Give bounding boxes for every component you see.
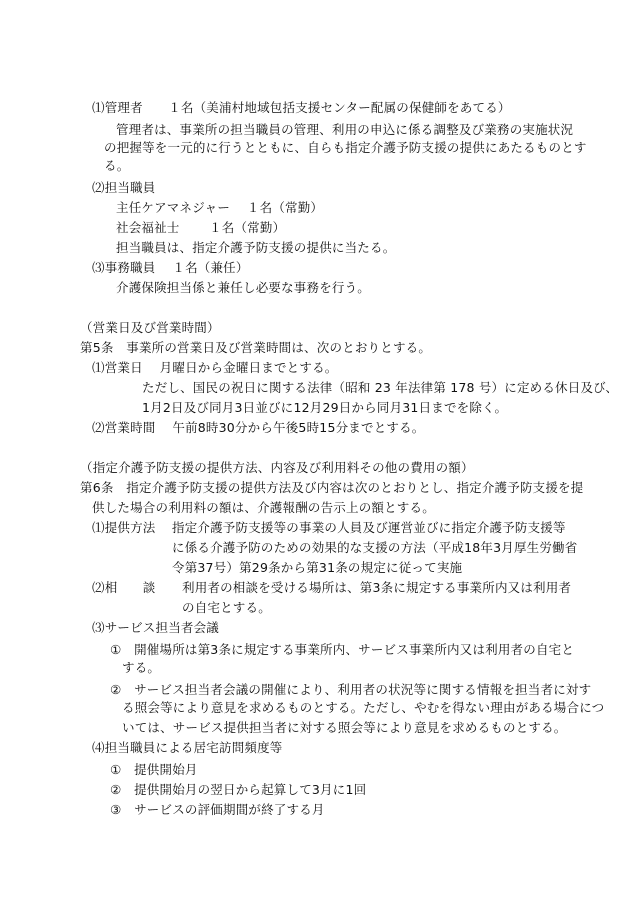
business-days-note-1: ただし、国民の祝日に関する法律（昭和 23 年法律第 178 号）に定める休日及び、 [142, 380, 619, 395]
meeting-item-2b: る照会等により意見を求めるものとする。ただし、やむを得ない理由がある場合につ [122, 700, 605, 715]
visit-heading: ⑷担当職員による居宅訪問頻度等 [92, 740, 283, 755]
meeting-item-2a: ② サービス担当者会議の開催により、利用者の状況等に関する情報を担当者に対す [110, 682, 592, 697]
method-line-1: 指定介護予防支援等の事業の人員及び運営並びに指定介護予防支援等 [172, 520, 566, 535]
visit-item-3: ③ サービスの評価期間が終了する月 [110, 802, 325, 817]
manager-desc-line3: る。 [104, 158, 130, 173]
article5-title: 第5条 事業所の営業日及び営業時間は、次のとおりとする。 [80, 340, 432, 355]
manager-desc-line2: の把握等を一元的に行うとともに、自らも指定介護予防支援の提供にあたるものとす [104, 140, 587, 155]
social-worker-line: 社会福祉士 １名（常勤） [116, 220, 286, 235]
clerk-heading: ⑶事務職員 １名（兼任） [92, 260, 249, 275]
meeting-heading: ⑶サービス担当者会議 [92, 620, 220, 635]
care-manager-line: 主任ケアマネジャー １名（常勤） [116, 200, 324, 215]
consult-label: ⑵相 談 [92, 580, 156, 595]
staff-desc: 担当職員は、指定介護予防支援の提供に当たる。 [116, 240, 396, 255]
method-line-2: に係る介護予防のための効果的な支援の方法（平成18年3月厚生労働省 [172, 540, 578, 555]
method-line-3: 令第37号）第29条から第31条の規定に従って実施 [172, 560, 463, 575]
staff-heading: ⑵担当職員 [92, 180, 156, 195]
method-label: ⑴提供方法 [92, 520, 156, 535]
meeting-item-1b: する。 [122, 660, 161, 675]
business-days-note-2: 1月2日及び同月3日並びに12月29日から同月31日までを除く。 [142, 400, 508, 415]
article6-title-2: 供した場合の利用料の額は、介護報酬の告示上の額とする。 [92, 500, 435, 515]
business-hours: ⑵営業時間 午前8時30分から午後5時15分までとする。 [92, 420, 425, 435]
meeting-item-1a: ① 開催場所は第3条に規定する事業所内、サービス事業所内又は利用者の自宅と [110, 642, 575, 657]
visit-item-2: ② 提供開始月の翌日から起算して3月に1回 [110, 782, 367, 797]
article6-title-1: 第6条 指定介護予防支援の提供方法及び内容は次のとおりとし、指定介護予防支援を提 [80, 480, 584, 495]
meeting-item-2c: いては、サービス提供担当者に対する照会等により意見を求めるものとする。 [122, 720, 567, 735]
visit-item-1: ① 提供開始月 [110, 762, 198, 777]
article6-caption: （指定介護予防支援の提供方法、内容及び利用料その他の費用の額） [80, 460, 474, 475]
clerk-desc: 介護保険担当係と兼任し必要な事務を行う。 [116, 280, 371, 295]
article5-caption: （営業日及び営業時間） [80, 320, 220, 335]
consult-line-2: の自宅とする。 [182, 600, 271, 615]
consult-line-1: 利用者の相談を受ける場所は、第3条に規定する事業所内又は利用者 [182, 580, 572, 595]
business-days: ⑴営業日 月曜日から金曜日までとする。 [92, 360, 338, 375]
manager-desc-line1: 管理者は、事業所の担当職員の管理、利用の申込に係る調整及び業務の実施状況 [116, 122, 574, 137]
manager-heading: ⑴管理者 １名（美浦村地域包括支援センター配属の保健師をあてる） [92, 100, 511, 115]
